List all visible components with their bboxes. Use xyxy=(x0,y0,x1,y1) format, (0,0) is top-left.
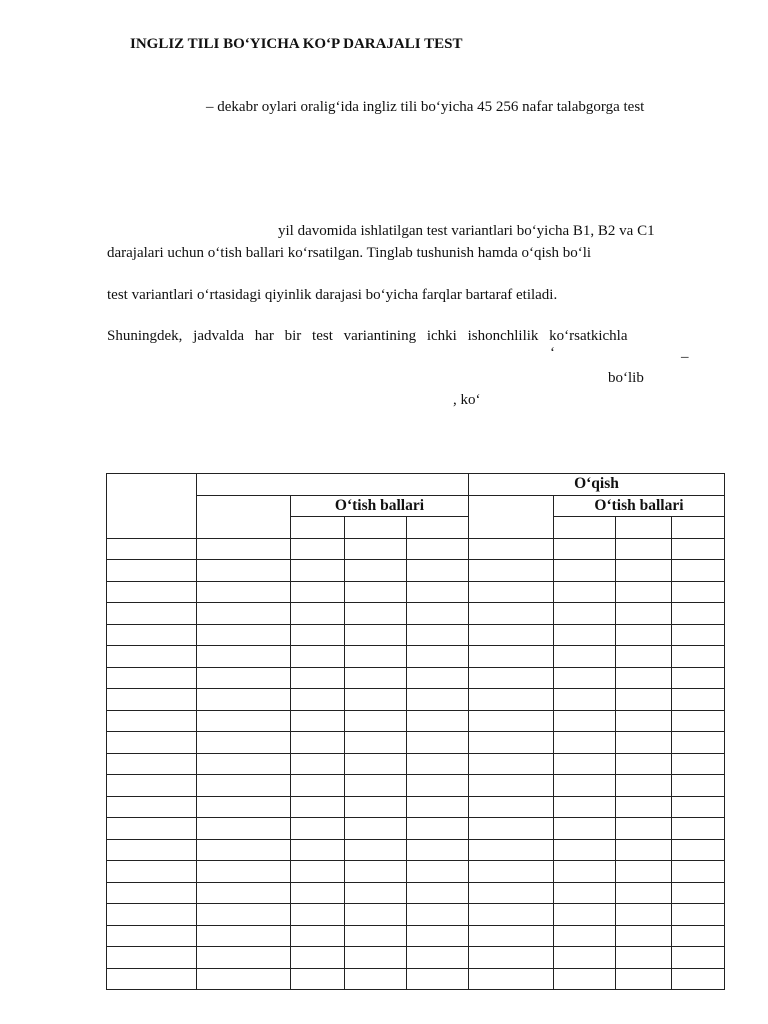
table-cell xyxy=(107,538,197,560)
table-cell xyxy=(291,904,345,926)
table-header-cell xyxy=(197,495,291,538)
table-row xyxy=(107,624,725,646)
table-cell xyxy=(107,689,197,711)
document-title: INGLIZ TILI BO‘YICHA KO‘P DARAJALI TEST xyxy=(130,36,463,52)
table-cell xyxy=(554,603,616,625)
table-cell xyxy=(672,689,725,711)
table-cell xyxy=(616,581,672,603)
table-cell xyxy=(672,624,725,646)
table-cell xyxy=(107,861,197,883)
table-cell xyxy=(345,581,407,603)
table-cell xyxy=(672,732,725,754)
table-cell xyxy=(616,904,672,926)
table-header-cell xyxy=(616,517,672,539)
table-cell xyxy=(616,925,672,947)
table-cell xyxy=(554,646,616,668)
table-cell xyxy=(616,968,672,990)
table-cell xyxy=(672,968,725,990)
table-cell xyxy=(407,753,469,775)
table-cell xyxy=(107,603,197,625)
table-cell xyxy=(291,603,345,625)
table-cell xyxy=(407,560,469,582)
table-cell xyxy=(197,538,291,560)
table-cell xyxy=(345,710,407,732)
table-cell xyxy=(554,560,616,582)
table-cell xyxy=(672,560,725,582)
table-cell xyxy=(107,904,197,926)
table-cell xyxy=(345,689,407,711)
table-cell xyxy=(345,947,407,969)
table-cell xyxy=(469,925,554,947)
table-header-cell xyxy=(291,517,345,539)
table-cell xyxy=(616,861,672,883)
table-cell xyxy=(197,689,291,711)
table-cell xyxy=(616,710,672,732)
table-cell xyxy=(291,968,345,990)
table-cell xyxy=(407,839,469,861)
table-cell xyxy=(554,861,616,883)
table-cell xyxy=(291,689,345,711)
table-cell xyxy=(554,753,616,775)
table-row xyxy=(107,925,725,947)
table-cell xyxy=(345,538,407,560)
table-cell xyxy=(345,925,407,947)
table-cell xyxy=(554,968,616,990)
table-cell xyxy=(345,560,407,582)
table-cell xyxy=(554,624,616,646)
table-cell xyxy=(616,882,672,904)
table-cell xyxy=(291,775,345,797)
table-header-cell xyxy=(554,517,616,539)
table-cell xyxy=(291,732,345,754)
table-cell xyxy=(107,925,197,947)
table-row xyxy=(107,560,725,582)
table-cell xyxy=(407,775,469,797)
table-cell xyxy=(469,603,554,625)
table-cell xyxy=(554,667,616,689)
table-cell xyxy=(197,560,291,582)
table-cell xyxy=(616,538,672,560)
table-cell xyxy=(469,904,554,926)
table-cell xyxy=(345,624,407,646)
table-cell xyxy=(197,710,291,732)
table-cell xyxy=(616,839,672,861)
table-cell xyxy=(107,667,197,689)
table-cell xyxy=(107,882,197,904)
table-cell xyxy=(407,667,469,689)
table-cell xyxy=(407,861,469,883)
table-row xyxy=(107,947,725,969)
table-cell xyxy=(345,667,407,689)
table-row xyxy=(107,753,725,775)
table-cell xyxy=(672,538,725,560)
table-cell xyxy=(291,667,345,689)
table-row xyxy=(107,904,725,926)
table-cell xyxy=(469,861,554,883)
table-cell xyxy=(554,839,616,861)
table-cell xyxy=(407,624,469,646)
table-cell xyxy=(672,581,725,603)
table-cell xyxy=(197,904,291,926)
table-cell xyxy=(197,925,291,947)
table-cell xyxy=(616,818,672,840)
table-cell xyxy=(407,796,469,818)
text-fragment-bolib: bo‘lib xyxy=(608,370,644,386)
table-cell xyxy=(197,624,291,646)
table-cell xyxy=(672,925,725,947)
table-cell xyxy=(672,710,725,732)
table-row xyxy=(107,689,725,711)
table-cell xyxy=(197,818,291,840)
table-cell xyxy=(107,710,197,732)
table-cell xyxy=(672,775,725,797)
table-cell xyxy=(616,775,672,797)
table-cell xyxy=(291,925,345,947)
table-cell xyxy=(469,538,554,560)
table-cell xyxy=(345,775,407,797)
table-cell xyxy=(469,667,554,689)
table-cell xyxy=(672,603,725,625)
table-cell xyxy=(345,753,407,775)
table-cell xyxy=(197,775,291,797)
table-cell xyxy=(345,839,407,861)
table-cell xyxy=(291,882,345,904)
table-cell xyxy=(616,560,672,582)
table-cell xyxy=(197,968,291,990)
table-cell xyxy=(616,796,672,818)
table-header-cell xyxy=(345,517,407,539)
table-cell xyxy=(407,710,469,732)
table-header-cell xyxy=(197,474,469,496)
table-row xyxy=(107,796,725,818)
table-header-row-2 xyxy=(107,495,725,517)
table-cell xyxy=(469,882,554,904)
table-cell xyxy=(345,882,407,904)
table-cell xyxy=(107,581,197,603)
table-cell xyxy=(554,904,616,926)
table-row xyxy=(107,538,725,560)
table-cell xyxy=(469,839,554,861)
table-cell xyxy=(107,624,197,646)
table-cell xyxy=(672,882,725,904)
table-cell xyxy=(554,882,616,904)
table-cell xyxy=(616,624,672,646)
table-cell xyxy=(107,732,197,754)
table-cell xyxy=(672,796,725,818)
table-row xyxy=(107,818,725,840)
table-row xyxy=(107,603,725,625)
table-row xyxy=(107,667,725,689)
pass-scores-table xyxy=(106,473,725,990)
table-cell xyxy=(291,861,345,883)
table-row xyxy=(107,968,725,990)
table-cell xyxy=(469,775,554,797)
table-cell xyxy=(291,538,345,560)
table-cell xyxy=(672,904,725,926)
table-cell xyxy=(616,689,672,711)
table-header-row-1 xyxy=(107,474,725,496)
table-cell xyxy=(469,560,554,582)
table-cell xyxy=(554,818,616,840)
table-cell xyxy=(197,732,291,754)
table-cell xyxy=(107,839,197,861)
table-cell xyxy=(197,667,291,689)
table-cell xyxy=(407,925,469,947)
table-cell xyxy=(291,581,345,603)
table-cell xyxy=(345,646,407,668)
reading-pass-scores-header: O‘tish ballari xyxy=(554,495,725,517)
table-cell xyxy=(469,753,554,775)
table-cell xyxy=(469,689,554,711)
table-cell xyxy=(107,968,197,990)
table-cell xyxy=(197,882,291,904)
table-cell xyxy=(616,603,672,625)
table-cell xyxy=(554,925,616,947)
table-cell xyxy=(291,560,345,582)
table-cell xyxy=(345,732,407,754)
text-line-1: – dekabr oylari oralig‘ida ingliz tili bo‘yicha 45 256 nafar talabgorga test xyxy=(206,99,645,115)
text-fragment-ko: , ko‘ xyxy=(453,392,481,408)
table-cell xyxy=(469,947,554,969)
table-cell xyxy=(107,796,197,818)
table-cell xyxy=(407,818,469,840)
table-row xyxy=(107,882,725,904)
table-cell xyxy=(291,796,345,818)
table-cell xyxy=(107,775,197,797)
table-row xyxy=(107,710,725,732)
table-cell xyxy=(554,947,616,969)
table-cell xyxy=(407,732,469,754)
text-line-3: darajalari uchun o‘tish ballari ko‘rsatilgan. Tinglab tushunish hamda o‘qish bo‘li xyxy=(107,245,592,261)
table-cell xyxy=(291,839,345,861)
table-cell xyxy=(345,603,407,625)
table-cell xyxy=(107,753,197,775)
table-cell xyxy=(345,904,407,926)
table-header-cell xyxy=(107,474,197,539)
table-row xyxy=(107,646,725,668)
table-cell xyxy=(469,710,554,732)
table-cell xyxy=(554,581,616,603)
table-cell xyxy=(407,689,469,711)
table-cell xyxy=(291,646,345,668)
table-cell xyxy=(554,710,616,732)
table-cell xyxy=(291,624,345,646)
listening-pass-scores-header: O‘tish ballari xyxy=(291,495,469,517)
table-header-cell xyxy=(672,517,725,539)
table-cell xyxy=(407,603,469,625)
table-cell xyxy=(345,818,407,840)
table-cell xyxy=(616,947,672,969)
table-cell xyxy=(469,796,554,818)
table-row xyxy=(107,839,725,861)
table-cell xyxy=(407,538,469,560)
table-cell xyxy=(616,732,672,754)
table-cell xyxy=(345,796,407,818)
table-cell xyxy=(554,775,616,797)
table-cell xyxy=(345,968,407,990)
table-cell xyxy=(197,753,291,775)
table-cell xyxy=(197,581,291,603)
table-row xyxy=(107,581,725,603)
table-cell xyxy=(197,947,291,969)
table-cell xyxy=(469,968,554,990)
table-cell xyxy=(107,560,197,582)
table-cell xyxy=(554,538,616,560)
table-cell xyxy=(291,947,345,969)
table-cell xyxy=(469,624,554,646)
table-cell xyxy=(672,947,725,969)
table-cell xyxy=(197,861,291,883)
text-line-4: test variantlari o‘rtasidagi qiyinlik darajasi bo‘yicha farqlar bartaraf etiladi. xyxy=(107,287,558,303)
text-fragment-quote: ‘ xyxy=(550,345,555,361)
table-cell xyxy=(407,646,469,668)
table-cell xyxy=(291,818,345,840)
table-cell xyxy=(291,753,345,775)
text-fragment-dash: – xyxy=(681,349,689,365)
table-cell xyxy=(469,818,554,840)
table-cell xyxy=(672,839,725,861)
table-cell xyxy=(197,839,291,861)
table-cell xyxy=(197,646,291,668)
table-row xyxy=(107,775,725,797)
table-cell xyxy=(197,603,291,625)
table-cell xyxy=(407,882,469,904)
table-cell xyxy=(407,581,469,603)
table-cell xyxy=(291,710,345,732)
table-cell xyxy=(672,818,725,840)
table-cell xyxy=(469,646,554,668)
table-cell xyxy=(672,646,725,668)
table-header-cell xyxy=(469,495,554,538)
table-row xyxy=(107,732,725,754)
table-cell xyxy=(672,861,725,883)
table-cell xyxy=(107,818,197,840)
table-cell xyxy=(672,667,725,689)
table-cell xyxy=(197,796,291,818)
table-cell xyxy=(469,581,554,603)
table-cell xyxy=(672,753,725,775)
text-line-2: yil davomida ishlatilgan test variantlari bo‘yicha B1, B2 va C1 xyxy=(278,223,655,239)
table-cell xyxy=(469,732,554,754)
table-cell xyxy=(107,947,197,969)
table-row xyxy=(107,861,725,883)
table-cell xyxy=(407,947,469,969)
table-cell xyxy=(616,646,672,668)
table-cell xyxy=(407,904,469,926)
table-cell xyxy=(616,667,672,689)
table-header-cell xyxy=(407,517,469,539)
table-cell xyxy=(407,968,469,990)
table-cell xyxy=(554,796,616,818)
table-cell xyxy=(616,753,672,775)
table-cell xyxy=(345,861,407,883)
text-line-5: Shuningdek, jadvalda har bir test variantining ichki ishonchlilik ko‘rsatkichla xyxy=(107,328,628,344)
table-cell xyxy=(554,732,616,754)
reading-header: O‘qish xyxy=(469,474,725,496)
table-cell xyxy=(107,646,197,668)
table-cell xyxy=(554,689,616,711)
